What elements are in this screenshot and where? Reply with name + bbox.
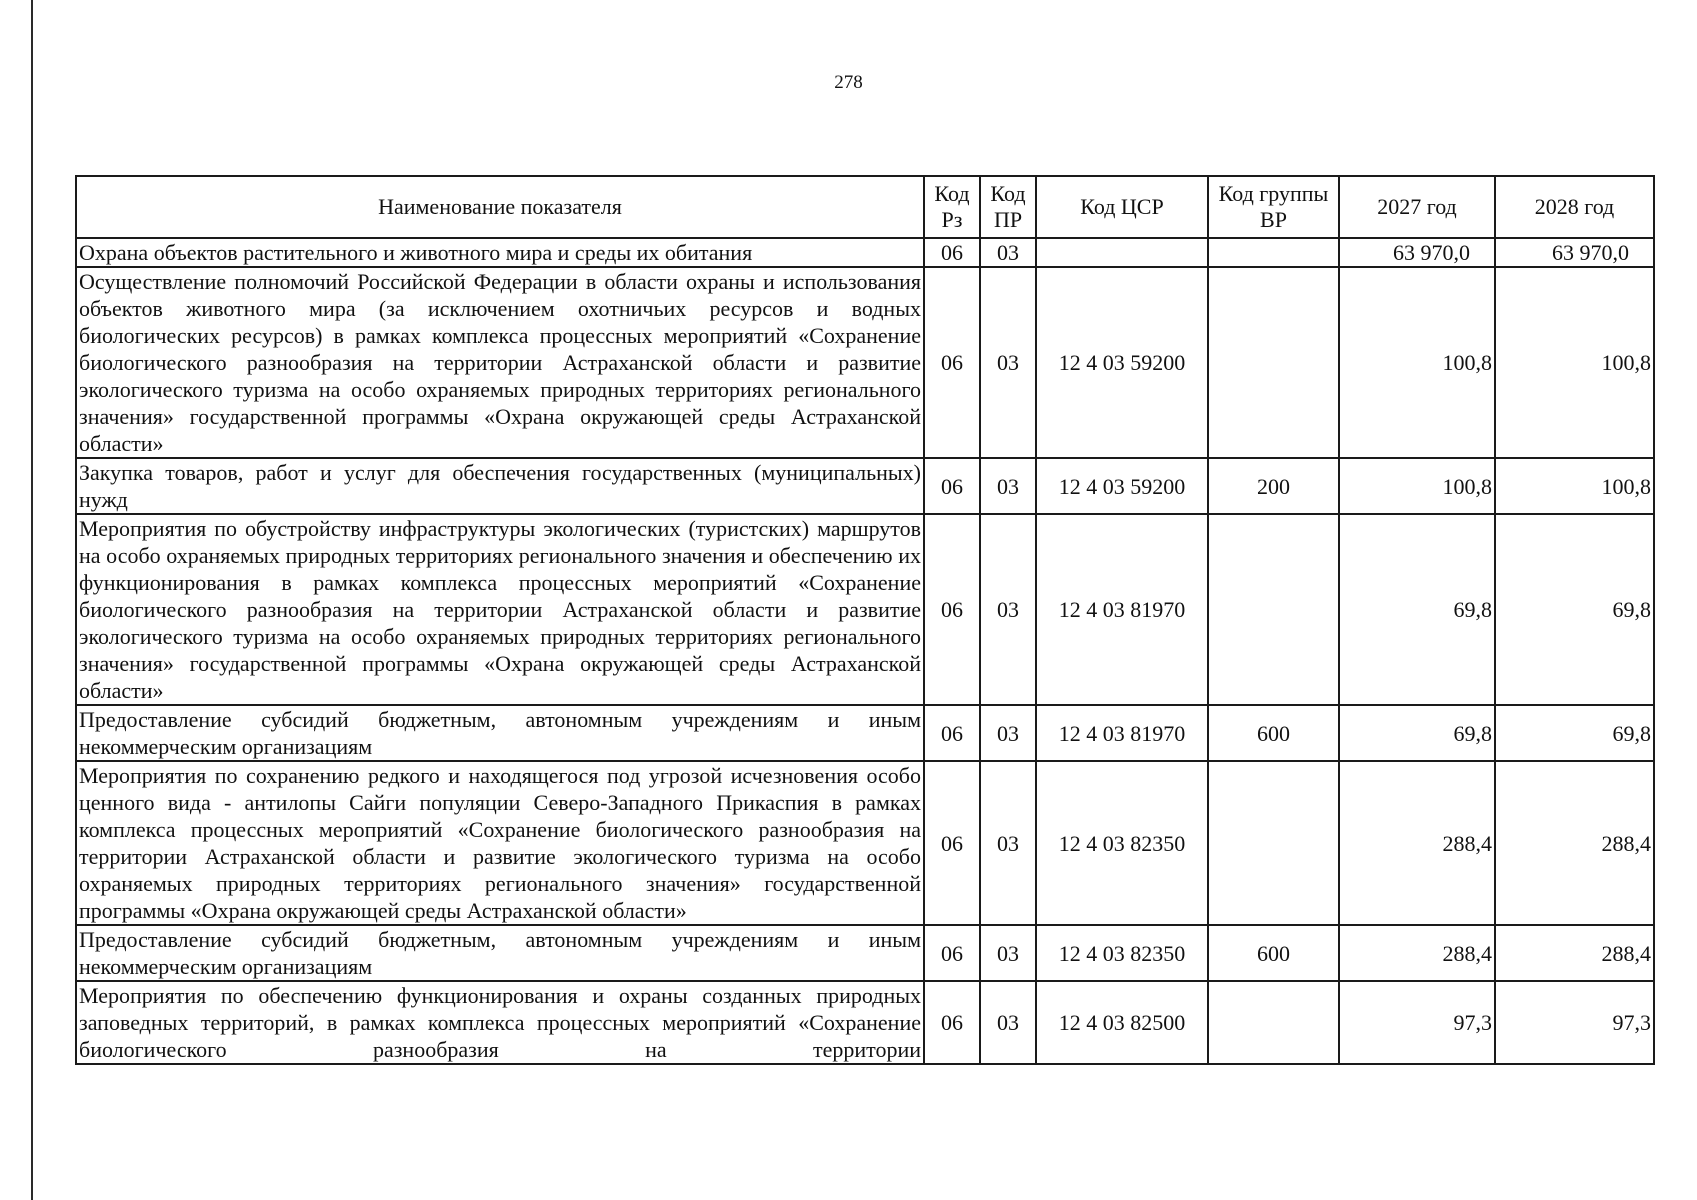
page-number: 278: [834, 72, 863, 93]
table-row: [76, 981, 1654, 1064]
header-pr: Код ПР: [980, 176, 1036, 238]
row-csr: 12 4 03 82350: [1036, 925, 1208, 981]
row-2028: 100,8: [1495, 267, 1654, 458]
row-csr: 12 4 03 82500: [1036, 981, 1208, 1064]
row-vr: [1208, 267, 1339, 458]
table-row: [76, 458, 1654, 514]
left-margin-rule: [31, 0, 33, 1200]
table-row: [76, 761, 1654, 925]
header-csr: Код ЦСР: [1036, 176, 1208, 238]
row-vr: 200: [1208, 458, 1339, 514]
row-2027: 288,4: [1339, 761, 1495, 925]
row-2027: 288,4: [1339, 925, 1495, 981]
row-vr: [1208, 761, 1339, 925]
budget-table: [75, 175, 1655, 1065]
table-row: [76, 267, 1654, 458]
row-pr: 03: [980, 267, 1036, 458]
row-pr: 03: [980, 981, 1036, 1064]
row-name: Закупка товаров, работ и услуг для обеспечения государственных (муниципальных) нужд: [76, 458, 924, 514]
row-rz: 06: [924, 238, 980, 267]
table-row: [76, 705, 1654, 761]
row-rz: 06: [924, 458, 980, 514]
row-2027: 63 970,0: [1339, 238, 1495, 267]
row-2028: 69,8: [1495, 514, 1654, 705]
row-2028: 288,4: [1495, 925, 1654, 981]
row-2028: 288,4: [1495, 761, 1654, 925]
header-rz: Код Рз: [924, 176, 980, 238]
row-2027: 69,8: [1339, 514, 1495, 705]
header-2027: 2027 год: [1339, 176, 1495, 238]
row-2028: 97,3: [1495, 981, 1654, 1064]
row-vr: [1208, 981, 1339, 1064]
row-vr: 600: [1208, 705, 1339, 761]
header-name: Наименование показателя: [76, 176, 924, 238]
row-vr: [1208, 514, 1339, 705]
row-name: Осуществление полномочий Российской Федерации в области охраны и использования объектов животного мира (за исключением охотничьих ресурсов и водных биологических ресурсов) в рамках комплекса процессных мероприятий «Сохранение биологического разнообразия на территории Астраханской области и развитие экологического туризма на особо охраняемых природных территориях регионального значения» государственной программы «Охрана окружающей среды Астраханской области»: [76, 267, 924, 458]
table-header-row: [76, 176, 1654, 238]
row-rz: 06: [924, 925, 980, 981]
row-name: Мероприятия по обустройству инфраструктуры экологических (туристских) маршрутов на особо охраняемых природных территориях регионального значения и обеспечению их функционирования в рамках комплекса процессных мероприятий «Сохранение биологического разнообразия на территории Астраханской области и развитие экологического туризма на особо охраняемых природных территориях регионального значения» государственной программы «Охрана окружающей среды Астраханской области»: [76, 514, 924, 705]
header-vr: Код группы ВР: [1208, 176, 1339, 238]
table-row: [76, 925, 1654, 981]
row-2028: 63 970,0: [1495, 238, 1654, 267]
table-row: [76, 514, 1654, 705]
row-rz: 06: [924, 761, 980, 925]
row-2028: 100,8: [1495, 458, 1654, 514]
row-2027: 100,8: [1339, 267, 1495, 458]
row-csr: 12 4 03 59200: [1036, 458, 1208, 514]
row-pr: 03: [980, 705, 1036, 761]
row-vr: [1208, 238, 1339, 267]
row-name: Охрана объектов растительного и животного мира и среды их обитания: [76, 238, 924, 267]
row-pr: 03: [980, 458, 1036, 514]
row-pr: 03: [980, 238, 1036, 267]
row-pr: 03: [980, 514, 1036, 705]
row-rz: 06: [924, 514, 980, 705]
row-pr: 03: [980, 761, 1036, 925]
row-name: Мероприятия по сохранению редкого и находящегося под угрозой исчезновения особо ценного вида - антилопы Сайги популяции Северо-Западного Прикаспия в рамках комплекса процессных мероприятий «Сохранение биологического разнообразия на территории Астраханской области и развитие экологического туризма на особо охраняемых природных территориях регионального значения» государственной программы «Охрана окружающей среды Астраханской области»: [76, 761, 924, 925]
row-csr: 12 4 03 59200: [1036, 267, 1208, 458]
row-name: Предоставление субсидий бюджетным, автономным учреждениям и иным некоммерческим организациям: [76, 705, 924, 761]
row-2027: 97,3: [1339, 981, 1495, 1064]
row-name: Предоставление субсидий бюджетным, автономным учреждениям и иным некоммерческим организациям: [76, 925, 924, 981]
row-vr: 600: [1208, 925, 1339, 981]
row-csr: 12 4 03 81970: [1036, 514, 1208, 705]
table-row: [76, 238, 1654, 267]
row-2027: 100,8: [1339, 458, 1495, 514]
row-rz: 06: [924, 705, 980, 761]
row-rz: 06: [924, 267, 980, 458]
row-name: Мероприятия по обеспечению функционирования и охраны созданных природных заповедных территорий, в рамках комплекса процессных мероприятий «Сохранение биологического разнообразия на территории: [76, 981, 924, 1064]
row-2027: 69,8: [1339, 705, 1495, 761]
row-csr: 12 4 03 82350: [1036, 761, 1208, 925]
header-2028: 2028 год: [1495, 176, 1654, 238]
row-pr: 03: [980, 925, 1036, 981]
row-csr: [1036, 238, 1208, 267]
row-csr: 12 4 03 81970: [1036, 705, 1208, 761]
row-2028: 69,8: [1495, 705, 1654, 761]
row-rz: 06: [924, 981, 980, 1064]
